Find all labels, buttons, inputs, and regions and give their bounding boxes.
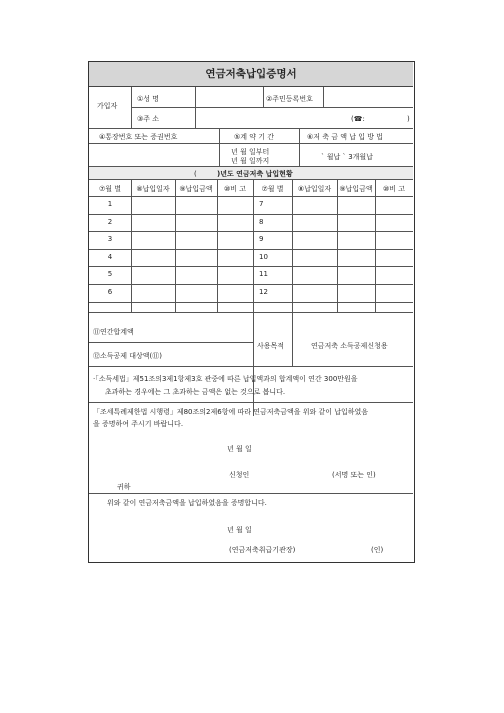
purpose-label: 사용목적 [257, 342, 285, 350]
status-title-open: ( [194, 170, 197, 178]
form-title: 연금저축납입증명서 [89, 62, 413, 87]
certify-date: 년 월 일 [227, 526, 252, 534]
header-pay-amount-right: ⑨납입금액 [339, 185, 373, 193]
resident-id-label: ②주민등록번호 [266, 95, 313, 103]
header-pay-date-right: ⑧납입일자 [297, 185, 332, 193]
request-line-2: 을 증명하여 주시기 바랍니다. [93, 420, 184, 428]
payment-method-label: ⑥저 축 금 액 납 입 방 법 [307, 133, 383, 141]
purpose-value: 연금저축 소득공제신청용 [311, 342, 388, 350]
request-date: 년 월 일 [227, 445, 252, 453]
contract-period-label: ⑤계 약 기 간 [234, 133, 274, 141]
note-line-1: ·「소득세법」제51조의3제1항제3호 관중에 따른 납입액과의 합계액이 연간 300만원을 [93, 375, 358, 383]
deduction-label: ⑫소득공제 대상액(⑪) [93, 352, 163, 360]
month-cell: 3 [107, 235, 113, 243]
certify-text: 위와 같이 연금저축금액을 납입하였음을 증명합니다. [107, 499, 267, 507]
month-cell: 2 [107, 218, 113, 226]
header-month-right: ⑦월 별 [261, 185, 284, 193]
certificate-form [88, 61, 415, 563]
month-cell: 4 [107, 253, 113, 261]
passbook-label: ④통장번호 또는 증권번호 [99, 133, 178, 141]
header-note-right: ⑩비 고 [382, 185, 406, 193]
recipient: 귀하 [117, 483, 131, 491]
request-line-1: 「조세특례제한법 시행령」제80조의2제6항에 따라 연금저축금액을 위와 같이 납입하였음 [93, 408, 369, 416]
header-pay-amount-left: ⑨납입금액 [179, 185, 213, 193]
month-cell: 11 [259, 270, 268, 278]
status-title: )년도 연금저축 납입현황 [217, 170, 293, 178]
applicant-label: 신청인 [229, 471, 250, 479]
status-title-bar [89, 166, 413, 180]
header-month-left: ⑦월 별 [98, 185, 122, 193]
issuer-label: (연금저축취급기관장) [229, 546, 296, 554]
month-cell: 7 [259, 200, 264, 208]
annual-total-label: ⑪연간합계액 [93, 328, 134, 336]
note-line-2: 초과하는 경우에는 그 초과하는 금액은 없는 것으로 봅니다. [105, 388, 286, 396]
phone-label: (☎: [351, 115, 365, 123]
name-label: ①성 명 [137, 95, 160, 103]
month-cell: 12 [259, 288, 268, 296]
signature-label: (서명 또는 인) [332, 471, 376, 479]
month-cell: 5 [107, 270, 113, 278]
month-cell: 8 [259, 218, 264, 226]
subscriber-label: 가입자 [97, 102, 118, 110]
header-note-left: ⑩비 고 [223, 185, 247, 193]
period-from: 년 월 일부터 [231, 148, 270, 156]
phone-close: ) [407, 115, 410, 123]
address-label: ③주 소 [137, 115, 160, 123]
payment-method-options: ` 월납 ` 3개월납 [321, 153, 373, 161]
month-cell: 10 [259, 253, 268, 261]
month-cell: 6 [107, 288, 113, 296]
month-cell: 1 [107, 200, 113, 208]
month-cell: 9 [259, 235, 264, 243]
seal-label: (인) [371, 546, 384, 554]
header-pay-date-left: ⑧납입일자 [136, 185, 170, 193]
period-to: 년 월 일까지 [231, 157, 270, 165]
